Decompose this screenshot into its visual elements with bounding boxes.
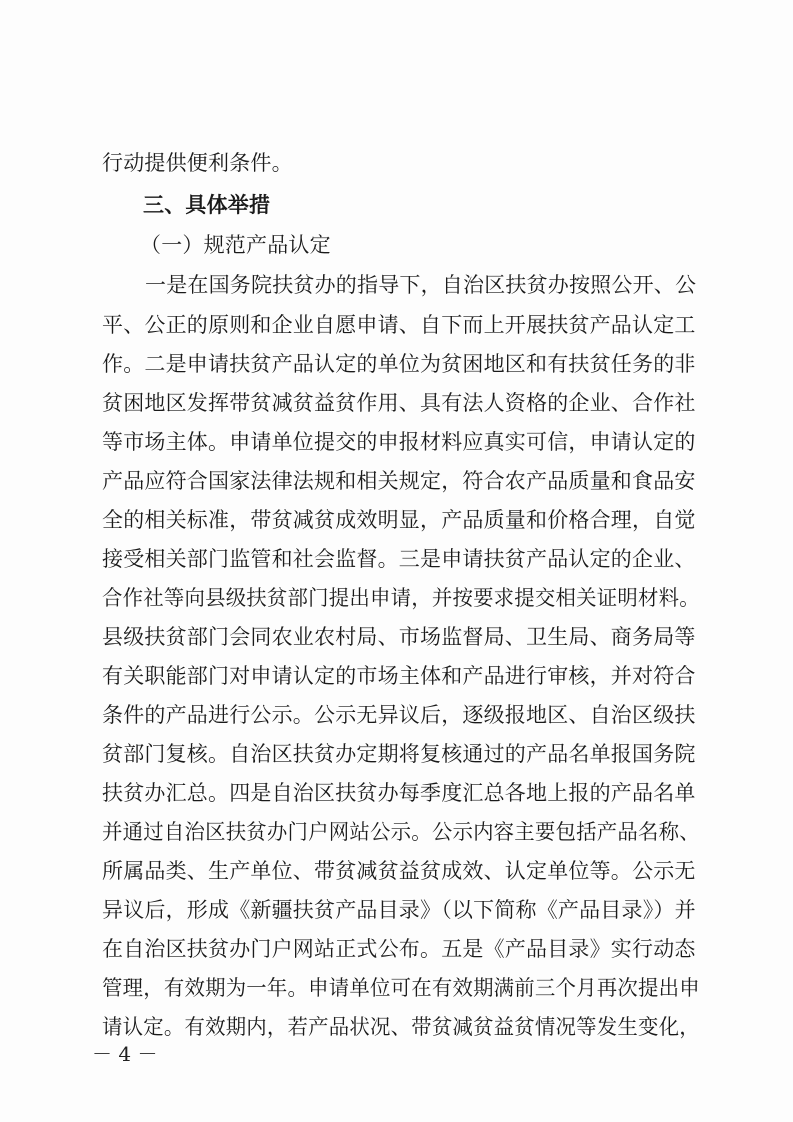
body-text-line: 合作社等向县级扶贫部门提出申请，并按要求提交相关证明材料。 [102, 586, 700, 610]
body-text-line: 等市场主体。申请单位提交的申报材料应真实可信，申请认定的 [102, 430, 696, 454]
body-text-line: 请认定。有效期内，若产品状况、带贫减贫益贫情况等发生变化， [102, 1015, 700, 1039]
body-text-line: 所属品类、生产单位、带贫减贫益贫成效、认定单位等。公示无 [102, 859, 696, 883]
page-number: － 4 － [92, 1042, 158, 1066]
body-text-line: 县级扶贫部门会同农业农村局、市场监督局、卫生局、商务局等 [102, 625, 696, 649]
body-text-line: 平、公正的原则和企业自愿申请、自下而上开展扶贫产品认定工 [102, 313, 696, 337]
body-text-line: 贫困地区发挥带贫减贫益贫作用、具有法人资格的企业、合作社 [102, 391, 696, 415]
body-text-line: 有关职能部门对申请认定的市场主体和产品进行审核，并对符合 [102, 664, 696, 688]
body-text-line: 管理，有效期为一年。申请单位可在有效期满前三个月再次提出申 [102, 976, 700, 1000]
section-heading: 三、具体举措 [143, 193, 271, 217]
body-text-line: 并通过自治区扶贫办门户网站公示。公示内容主要包括产品名称、 [102, 820, 700, 844]
body-text-line: 在自治区扶贫办门户网站正式公布。五是《产品目录》实行动态 [102, 937, 696, 961]
body-text-line: 条件的产品进行公示。公示无异议后，逐级报地区、自治区级扶 [102, 703, 696, 727]
subsection-heading: （一）规范产品认定 [140, 233, 331, 257]
body-text-line: 贫部门复核。自治区扶贫办定期将复核通过的产品名单报国务院 [102, 742, 696, 766]
paragraph-first-line: 一是在国务院扶贫办的指导下，自治区扶贫办按照公开、公 [145, 273, 697, 297]
body-text-line: 异议后，形成《新疆扶贫产品目录》（以下简称《产品目录》）并 [102, 898, 696, 922]
body-text-line: 作。二是申请扶贫产品认定的单位为贫困地区和有扶贫任务的非 [102, 352, 696, 376]
body-text-line: 产品应符合国家法律法规和相关规定，符合农产品质量和食品安 [102, 469, 696, 493]
body-text-line: 全的相关标准，带贫减贫成效明显，产品质量和价格合理，自觉 [102, 508, 696, 532]
body-text-line: 行动提供便利条件。 [102, 151, 293, 175]
body-text-line: 接受相关部门监管和社会监督。三是申请扶贫产品认定的企业、 [102, 547, 696, 571]
body-text-line: 扶贫办汇总。四是自治区扶贫办每季度汇总各地上报的产品名单 [102, 781, 696, 805]
